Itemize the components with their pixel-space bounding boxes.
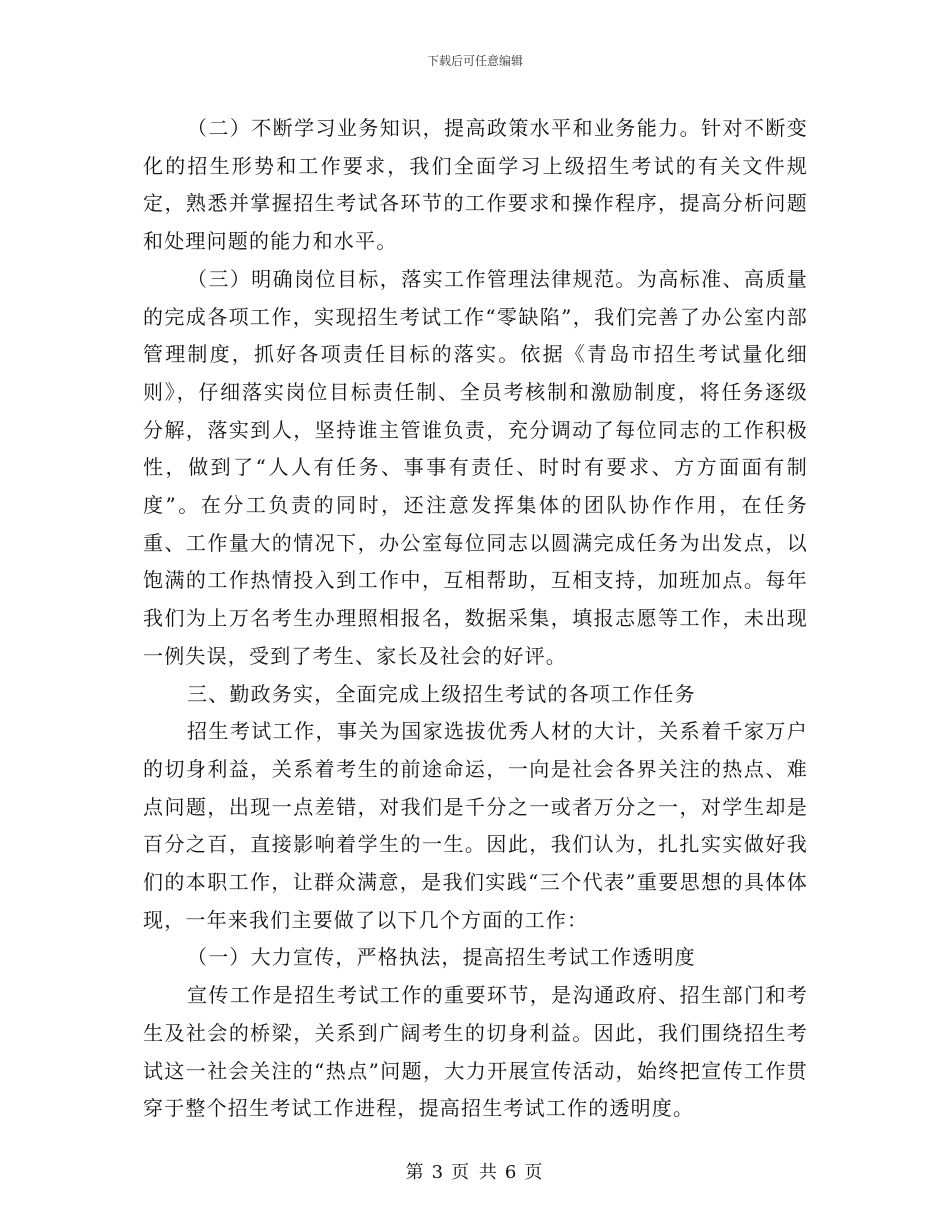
paragraph-publicity: 宣传工作是招生考试工作的重要环节，是沟通政府、招生部门和考生及社会的桥梁，关系到广阔考生的切身利益。因此，我们围绕招生考试这一社会关注的“热点”问题，大力开展宣传活动，始终把宣传工作贯穿于整个招生考试工作进程，提高招生考试工作的透明度。 (143, 983, 808, 1121)
paragraph-job-targets: （三）明确岗位目标，落实工作管理法律规范。为高标准、高质量的完成各项工作，实现招生考试工作“零缺陷”，我们完善了办公室内部管理制度，抓好各项责任目标的落实。依据《青岛市招生考试量化细则》，仔细落实岗位目标责任制、全员考核制和激励制度，将任务逐级分解，落实到人，坚持谁主管谁负责，充分调动了每位同志的工作积极性，做到了“人人有任务、事事有责任、时时有要求、方方面面有制度”。在分工负责的同时，还注意发挥集体的团队协作作用，在任务重、工作量大的情况下，办公室每位同志以圆满完成任务为出发点，以饱满的工作热情投入到工作中，互相帮助，互相支持，加班加点。每年我们为上万名考生办理照相报名，数据采集，填报志愿等工作，未出现一例失误，受到了考生、家长及社会的好评。 (143, 266, 808, 668)
page-number-total: 6 (504, 1162, 519, 1183)
footer-suffix: 页 (524, 1162, 545, 1183)
footer-prefix: 第 (405, 1162, 426, 1183)
paragraph-admission-work: 招生考试工作，事关为国家选拔优秀人材的大计，关系着千家万户的切身利益，关系着考生的前途命运，一向是社会各界关注的热点、难点问题，出现一点差错，对我们是千分之一或者万分之一，对学生却是百分之百，直接影响着学生的一生。因此，我们认为，扎扎实实做好我们的本职工作，让群众满意，是我们实践“三个代表”重要思想的具体体现，一年来我们主要做了以下几个方面的工作： (143, 719, 808, 932)
footer-middle: 页 共 (451, 1162, 499, 1183)
page-number-current: 3 (431, 1162, 446, 1183)
section-heading-three: 三、勤政务实，全面完成上级招生考试的各项工作任务 (187, 681, 696, 706)
page-footer (0, 1158, 950, 1184)
subheading-publicity: （一）大力宣传，严格执法，提高招生考试工作透明度 (187, 945, 696, 970)
paragraph-study-knowledge: （二）不断学习业务知识，提高政策水平和业务能力。针对不断变化的招生形势和工作要求，我们全面学习上级招生考试的有关文件规定，熟悉并掌握招生考试各环节的工作要求和操作程序，提高分析问题和处理问题的能力和水平。 (143, 116, 808, 254)
document-body (143, 110, 808, 1128)
page-header: 下载后可任意编辑 (426, 54, 523, 68)
